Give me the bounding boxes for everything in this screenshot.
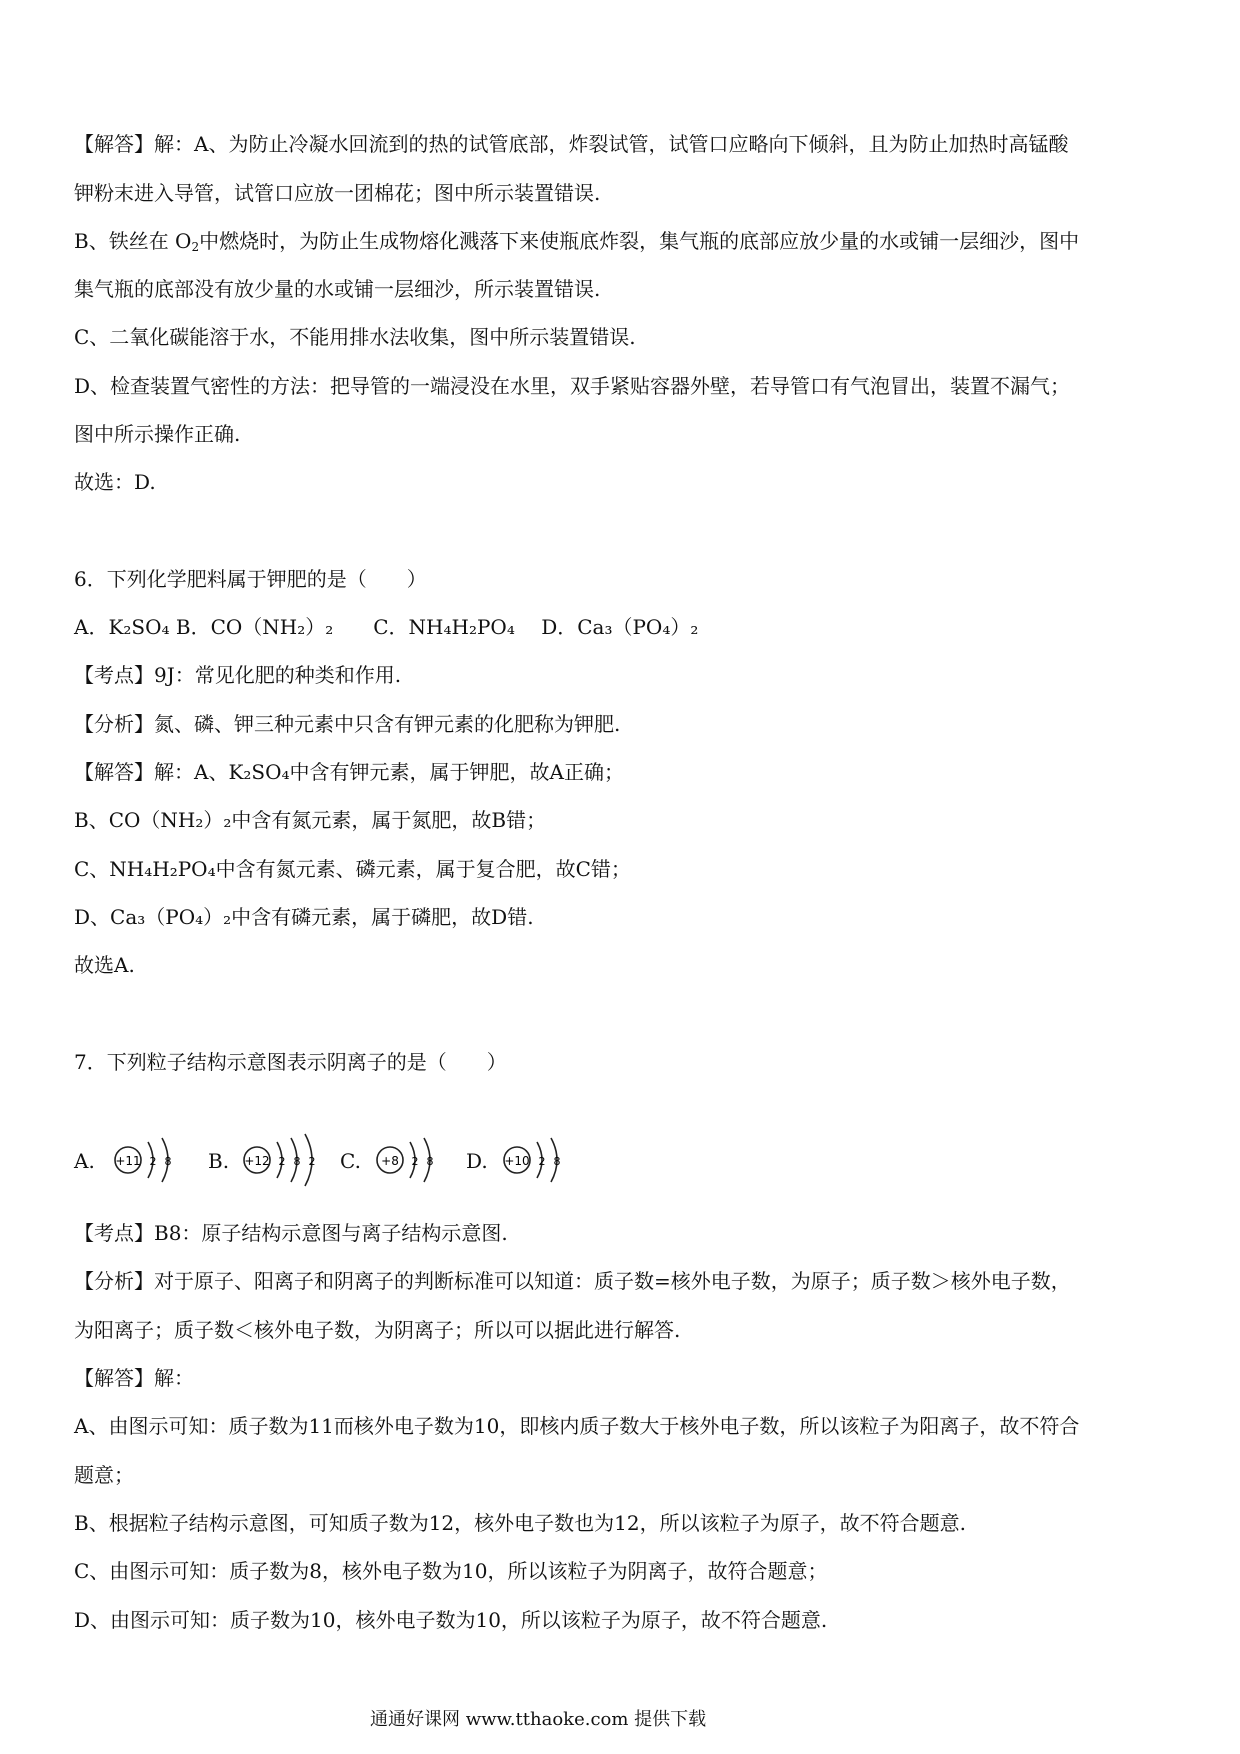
answer-5-line-2: 钾粉末进入导管，试管口应放一团棉花；图中所示装置错误. xyxy=(74,181,601,205)
question-7-jieda: 【解答】解： xyxy=(74,1366,194,1390)
page-footer: 通通好课网 www.tthaoke.com 提供下载 xyxy=(370,1709,707,1730)
question-7-answer-a-line-1: A、由图示可知：质子数为11而核外电子数为10，即核内质子数大于核外电子数，所以该粒子为阳离子，故不符合 xyxy=(74,1414,1080,1438)
question-6-answer-b: B、CO（NH₂）₂中含有氮元素，属于氮肥，故B错； xyxy=(74,808,547,832)
option-d-label: D. xyxy=(466,1149,488,1173)
question-6-answer-d: D、Ca₃（PO₄）₂中含有磷元素，属于磷肥，故D错. xyxy=(74,905,534,929)
option-c-label: C. xyxy=(340,1149,361,1173)
answer-5-line-7: 图中所示操作正确. xyxy=(74,422,241,446)
answer-5-line-5: C、二氧化碳能溶于水，不能用排水法收集，图中所示装置错误. xyxy=(74,325,636,349)
atom-diagram-a xyxy=(110,1130,200,1190)
question-6-answer-c: C、NH₄H₂PO₄中含有氮元素、磷元素，属于复合肥，故C错； xyxy=(74,857,631,881)
document-page xyxy=(74,0,1174,1754)
question-6-options: A．K₂SO₄ B．CO（NH₂）₂ C．NH₄H₂PO₄ D．Ca₃（PO₄）₂ xyxy=(74,615,699,639)
question-7-answer-b: B、根据粒子结构示意图，可知质子数为12，核外电子数也为12，所以该粒子为原子，故不符合题意. xyxy=(74,1511,966,1535)
answer-5-line-4: 集气瓶的底部没有放少量的水或铺一层细沙，所示装置错误. xyxy=(74,277,601,301)
question-7-answer-a-line-2: 题意； xyxy=(74,1463,134,1487)
question-7-fenxi-line-2: 为阳离子；质子数＜核外电子数，为阴离子；所以可以据此进行解答. xyxy=(74,1318,681,1342)
question-6-conclusion: 故选A. xyxy=(74,953,135,977)
question-7-stem: 7．下列粒子结构示意图表示阴离子的是（ ） xyxy=(74,1050,507,1074)
question-6-stem: 6．下列化学肥料属于钾肥的是（ ） xyxy=(74,567,427,591)
atom-diagram-b xyxy=(239,1130,339,1190)
question-7-kaodian: 【考点】B8：原子结构示意图与离子结构示意图. xyxy=(74,1221,508,1245)
question-7-options xyxy=(74,1130,674,1190)
svg-text:2: 2 xyxy=(411,1155,419,1168)
svg-text:+8: +8 xyxy=(381,1154,399,1168)
svg-text:2: 2 xyxy=(278,1155,286,1168)
answer-5-line-3: B、铁丝在 $O_2$中燃烧时，为防止生成物熔化溅落下来使瓶底炸裂，集气瓶的底部应放少量的水或铺一层细沙，图中 xyxy=(74,229,1080,254)
atom-diagram-d xyxy=(499,1130,589,1190)
question-6-kaodian: 【考点】9J：常见化肥的种类和作用. xyxy=(74,663,402,687)
svg-text:+12: +12 xyxy=(244,1154,270,1168)
svg-text:8: 8 xyxy=(293,1155,301,1168)
svg-text:+10: +10 xyxy=(504,1154,530,1168)
option-b-label: B. xyxy=(208,1149,230,1173)
answer-5-line-1: 【解答】解：A、为防止冷凝水回流到的热的试管底部，炸裂试管，试管口应略向下倾斜，且为防止加热时高锰酸 xyxy=(74,132,1069,156)
svg-text:+11: +11 xyxy=(115,1154,141,1168)
answer-5-line-6: D、检查装置气密性的方法：把导管的一端浸没在水里，双手紧贴容器外壁，若导管口有气泡冒出，装置不漏气； xyxy=(74,374,1071,398)
option-a-label: A. xyxy=(74,1149,95,1173)
question-6-fenxi: 【分析】氮、磷、钾三种元素中只含有钾元素的化肥称为钾肥. xyxy=(74,712,621,736)
question-7-fenxi-line-1: 【分析】对于原子、阳离子和阴离子的判断标准可以知道：质子数=核外电子数，为原子；质子数＞核外电子数， xyxy=(74,1269,1071,1293)
question-7-answer-d: D、由图示可知：质子数为10，核外电子数为10，所以该粒子为原子，故不符合题意. xyxy=(74,1608,828,1632)
atom-diagram-c xyxy=(372,1130,462,1190)
svg-text:8: 8 xyxy=(164,1155,172,1168)
answer-5-conclusion: 故选：D. xyxy=(74,470,156,494)
svg-text:8: 8 xyxy=(426,1155,434,1168)
svg-text:2: 2 xyxy=(538,1155,546,1168)
svg-text:8: 8 xyxy=(553,1155,561,1168)
svg-text:2: 2 xyxy=(149,1155,157,1168)
svg-text:2: 2 xyxy=(308,1155,316,1168)
question-7-answer-c: C、由图示可知：质子数为8，核外电子数为10，所以该粒子为阴离子，故符合题意； xyxy=(74,1559,828,1583)
question-6-answer-a: 【解答】解：A、K₂SO₄中含有钾元素，属于钾肥，故A正确； xyxy=(74,760,624,784)
